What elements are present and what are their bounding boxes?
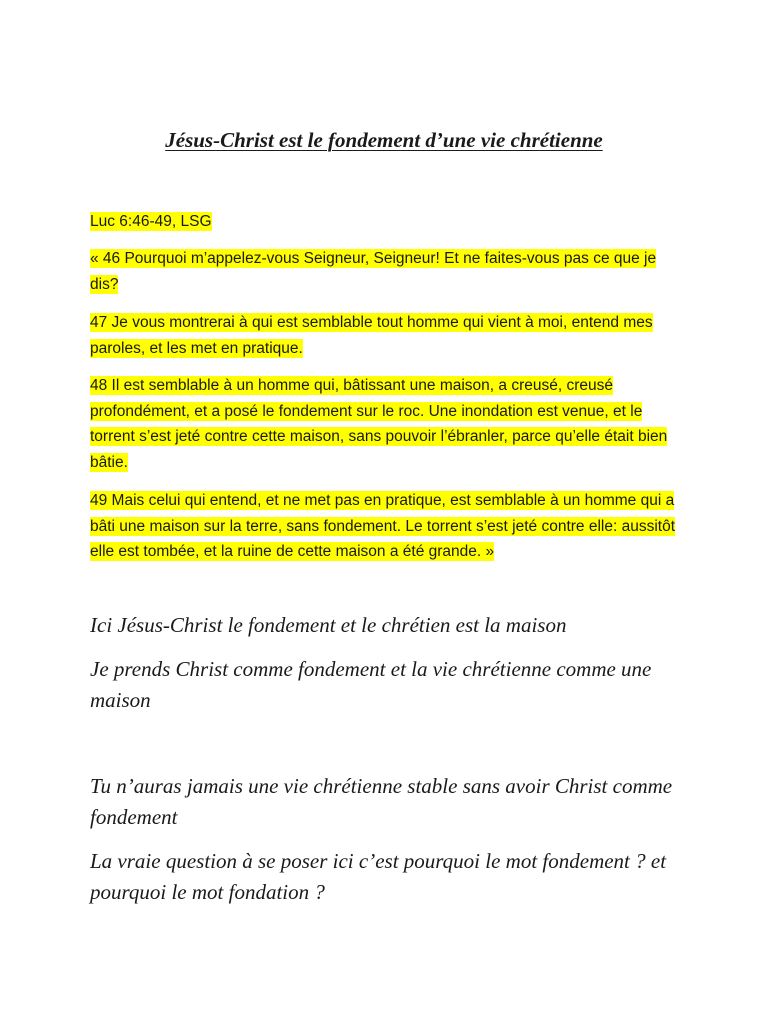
verse-48-text: 48 Il est semblable à un homme qui, bâtissant une maison, a creusé, creusé profondément, et a posé le fondement sur le roc. Une inondation est venue, et le torrent s’est jeté contre cette maison, sans pouvoir l’ébranler, parce qu’elle était bien bâtie. — [90, 377, 668, 471]
reflection-2: Je prends Christ comme fondement et la vie chrétienne comme une maison — [90, 657, 652, 712]
reflection-1: Ici Jésus-Christ le fondement et le chrétien est la maison — [90, 613, 567, 637]
verse-47-text: 47 Je vous montrerai à qui est semblable tout homme qui vient à moi, entend mes paroles, et les met en pratique. — [90, 314, 653, 357]
verse-49-text: 49 Mais celui qui entend, et ne met pas en pratique, est semblable à un homme qui a bâti une maison sur la terre, sans fondement. Le torrent s’est jeté contre elle: aussitôt elle est tombée, et la ruine de cette maison a été grande. » — [90, 492, 676, 560]
verse-47 — [90, 310, 680, 361]
scripture-reference — [90, 209, 680, 235]
page-title-text: Jésus-Christ est le fondement d’une vie chrétienne — [165, 128, 603, 152]
verse-46 — [90, 246, 680, 297]
verse-48 — [90, 373, 680, 475]
scripture-reference-text: Luc 6:46-49, LSG — [90, 213, 212, 230]
reflection-3: Tu n’auras jamais une vie chrétienne stable sans avoir Christ comme fondement — [90, 774, 673, 829]
page-title — [0, 128, 768, 153]
verse-46-text: « 46 Pourquoi m’appelez-vous Seigneur, Seigneur! Et ne faites-vous pas ce que je dis? — [90, 250, 657, 293]
verse-49 — [90, 488, 680, 565]
reflection-4: La vraie question à se poser ici c’est pourquoi le mot fondement ? et pourquoi le mot fondation ? — [90, 849, 667, 904]
